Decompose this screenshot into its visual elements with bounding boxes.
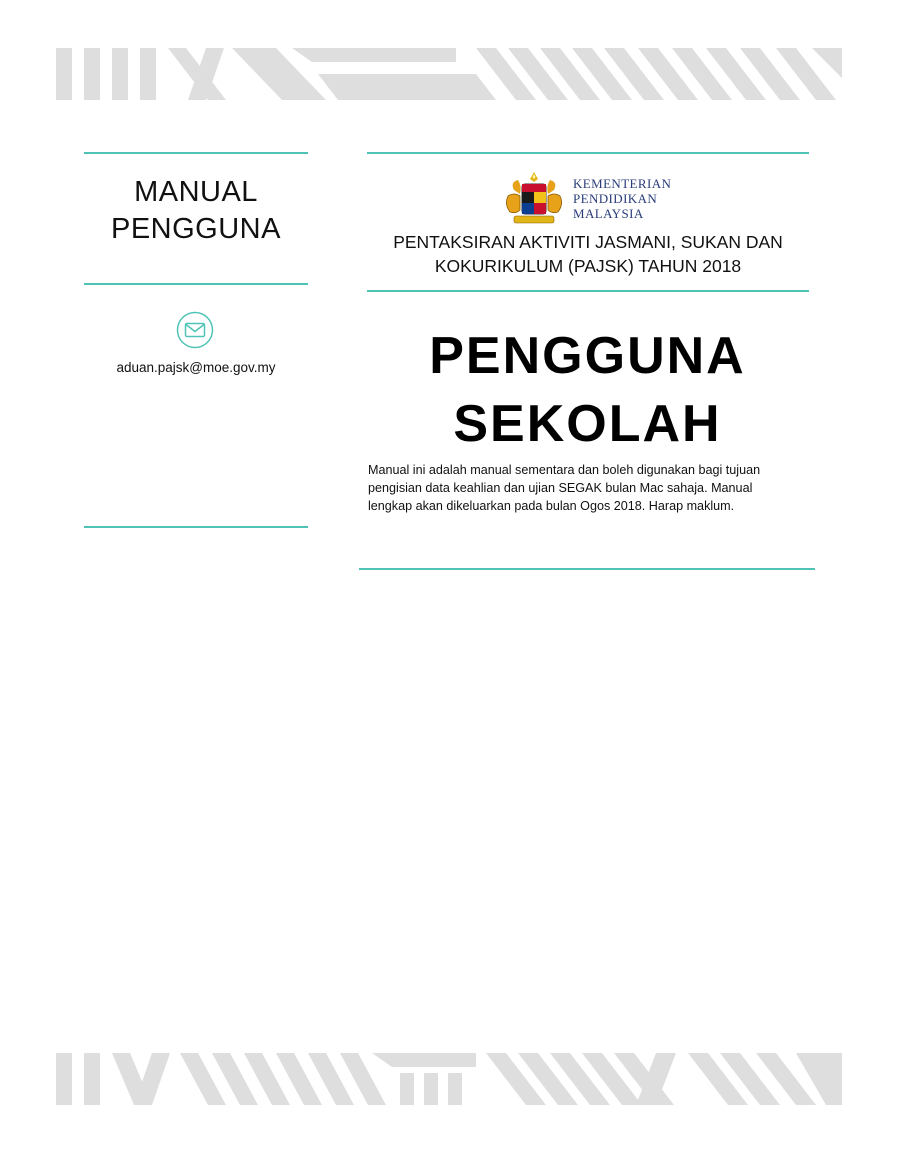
left-top-rule — [84, 152, 308, 154]
manual-title-line2: PENGGUNA — [111, 213, 281, 245]
program-title — [367, 230, 809, 278]
manual-title-line1: MANUAL — [134, 176, 258, 208]
main-heading-line2: SEKOLAH — [453, 395, 722, 453]
ministry-line2: PENDIDIKAN — [573, 191, 658, 206]
program-title-line1: PENTAKSIRAN AKTIVITI JASMANI, SUKAN DAN — [393, 232, 783, 252]
right-bottom-rule — [359, 568, 815, 570]
right-top-rule — [367, 152, 809, 154]
program-title-line2: KOKURIKULUM (PAJSK) TAHUN 2018 — [434, 256, 742, 276]
left-bottom-rule — [84, 526, 308, 528]
ministry-line1: KEMENTERIAN — [573, 176, 672, 191]
decorative-band-top — [56, 48, 842, 100]
decorative-band-bottom — [56, 1053, 842, 1105]
envelope-icon — [176, 311, 214, 349]
ministry-name — [573, 176, 671, 221]
manual-title — [84, 174, 308, 248]
main-heading-line1: PENGGUNA — [429, 327, 746, 385]
right-mid-rule — [367, 290, 809, 292]
ministry-line3: MALAYSIA — [573, 206, 644, 221]
notice-paragraph: Manual ini adalah manual sementara dan boleh digunakan bagi tujuan pengisian data keahlian dan ujian SEGAK bulan Mac sahaja. Manual lengkap akan dikeluarkan pada bulan Ogos 2018. Harap maklum. — [368, 463, 761, 513]
left-mid-rule — [84, 283, 308, 285]
contact-email[interactable]: aduan.pajsk@moe.gov.my — [116, 360, 276, 375]
main-heading — [360, 322, 815, 458]
